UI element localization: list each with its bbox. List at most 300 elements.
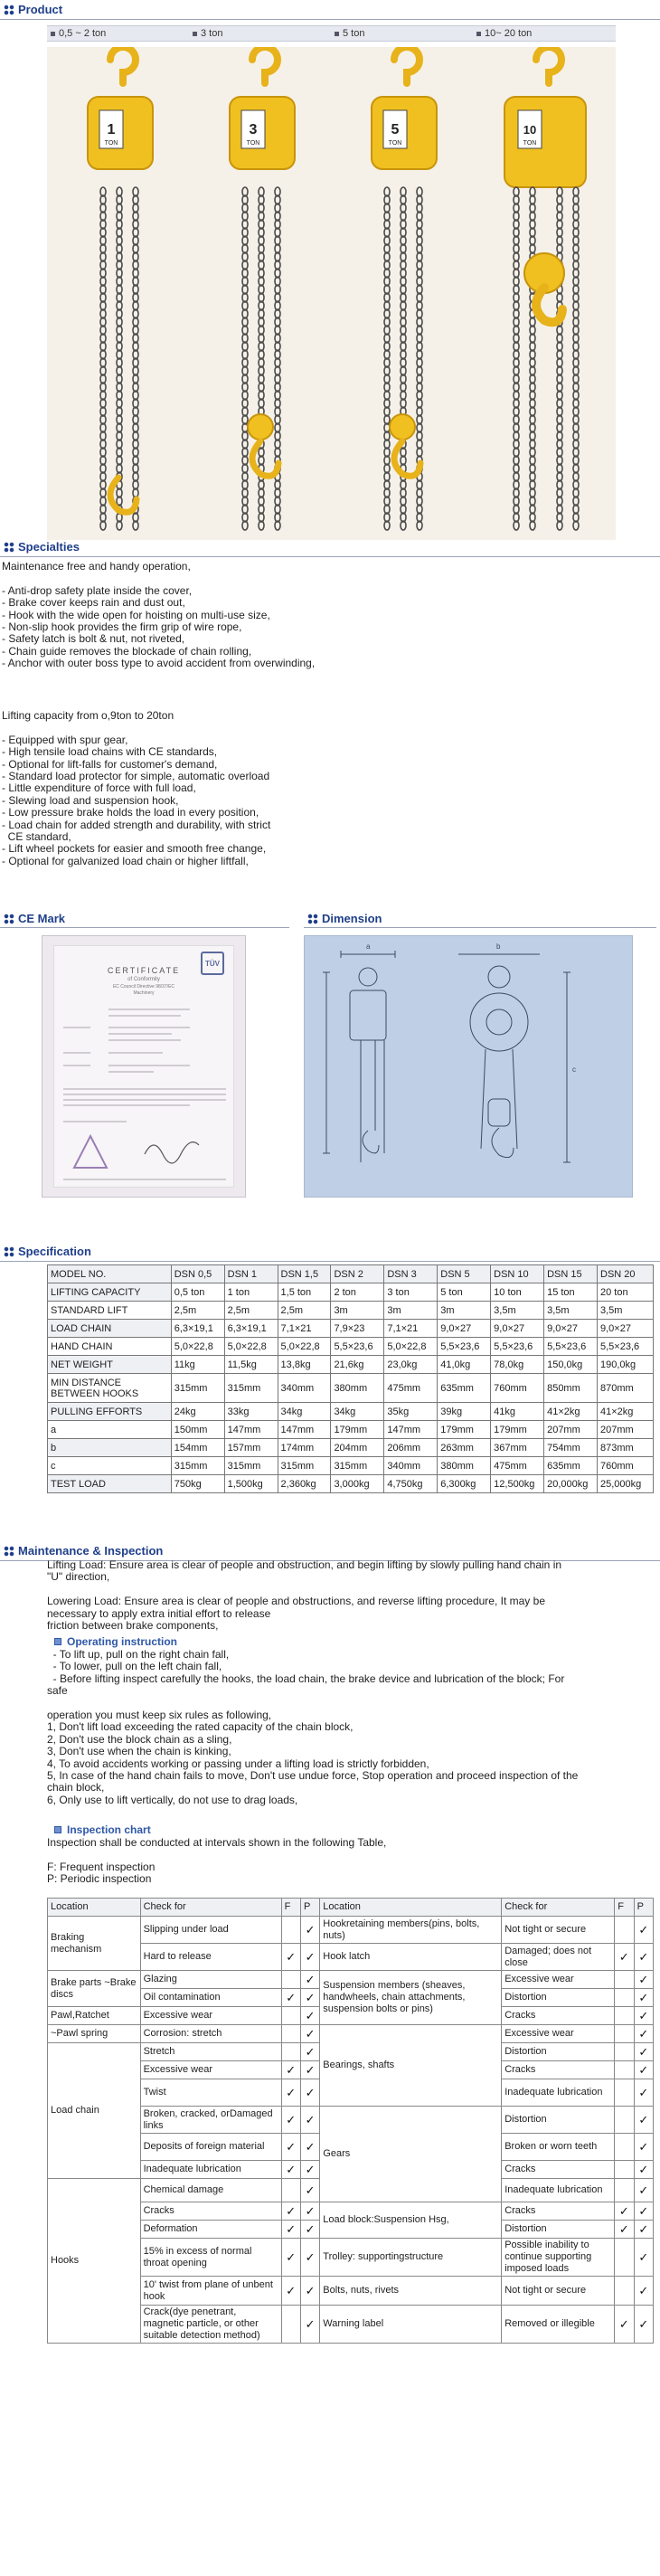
empty-check-cell [615, 2161, 634, 2179]
capacity-plate: 1 [107, 122, 116, 137]
certificate-heading: CERTIFICATE [107, 966, 181, 975]
section-bullet-icon [4, 1246, 14, 1257]
dimension-drawing [304, 935, 633, 1198]
capacity-unit: TON [388, 140, 402, 147]
check-mark-icon: ✓ [634, 2025, 653, 2043]
check-mark-icon: ✓ [300, 2161, 319, 2179]
ce-mark-title: CE Mark [18, 912, 66, 925]
check-for-cell: Cracks [502, 2061, 615, 2079]
check-mark-icon: ✓ [300, 2134, 319, 2161]
inspection-header-cell: Location [48, 1899, 141, 1917]
check-for-cell: Excessive wear [502, 1971, 615, 1989]
spec-row [48, 1403, 654, 1421]
check-for-cell: Damaged; does not close [502, 1944, 615, 1971]
check-mark-icon: ✓ [300, 1944, 319, 1971]
spec-cell: 5,0×22,8 [171, 1338, 224, 1356]
empty-check-cell [281, 2179, 300, 2202]
capacity-unit: TON [104, 140, 118, 147]
inspection-header-cell: Location [320, 1899, 502, 1917]
spec-cell: 157mm [224, 1439, 278, 1457]
check-mark-icon: ✓ [300, 2202, 319, 2221]
product-label: 0,5 ~ 2 ton [59, 28, 107, 39]
spec-cell: 3m [384, 1302, 438, 1320]
subsection-square-icon [54, 1638, 61, 1645]
empty-check-cell [615, 2134, 634, 2161]
check-mark-icon: ✓ [615, 2306, 634, 2344]
section-bullet-icon [4, 914, 14, 924]
check-mark-icon: ✓ [634, 1971, 653, 1989]
check-for-cell: Broken, cracked, orDamaged links [140, 2107, 281, 2134]
spec-cell: 206mm [384, 1439, 438, 1457]
text-line: 6, Only use to lift vertically, do not use to drag loads, [47, 1793, 298, 1806]
check-mark-icon: ✓ [300, 2107, 319, 2134]
chain-hoist-image [189, 47, 332, 540]
ce-certificate-image [42, 935, 246, 1198]
check-for-cell: Excessive wear [140, 2007, 281, 2025]
spec-cell: 3m [438, 1302, 491, 1320]
text-line: 1, Don't lift load exceeding the rated capacity of the chain block, [47, 1720, 354, 1734]
empty-check-cell [615, 2277, 634, 2306]
empty-check-cell [615, 2043, 634, 2061]
spec-row-label: c [48, 1457, 172, 1475]
spec-header-cell: DSN 3 [384, 1265, 438, 1283]
spec-cell: 20,000kg [544, 1475, 598, 1493]
empty-check-cell [615, 2079, 634, 2107]
check-for-cell: Excessive wear [502, 2025, 615, 2043]
check-mark-icon: ✓ [300, 2239, 319, 2277]
check-mark-icon: ✓ [281, 2221, 300, 2239]
spec-cell: 5,5×23,6 [598, 1338, 654, 1356]
spec-cell: 1 ton [224, 1283, 278, 1302]
check-mark-icon: ✓ [300, 2277, 319, 2306]
check-for-cell: Twist [140, 2079, 281, 2107]
check-for-cell: Glazing [140, 1971, 281, 1989]
check-mark-icon: ✓ [615, 1944, 634, 1971]
spec-cell: 207mm [544, 1421, 598, 1439]
spec-cell: 23,0kg [384, 1356, 438, 1374]
location-cell: Trolley: supportingstructure [320, 2239, 502, 2277]
spec-row [48, 1374, 654, 1403]
check-for-cell: Inadequate lubrication [502, 2179, 615, 2202]
product-card [47, 25, 190, 540]
check-for-cell: 15% in excess of normal throat opening [140, 2239, 281, 2277]
spec-cell: 179mm [491, 1421, 544, 1439]
spec-cell: 5,5×23,6 [491, 1338, 544, 1356]
check-mark-icon: ✓ [281, 1989, 300, 2007]
product-card [331, 25, 474, 540]
check-for-cell: Slipping under load [140, 1917, 281, 1944]
spec-cell: 7,9×23 [331, 1320, 384, 1338]
text-line: CE standard, [2, 830, 71, 844]
chain-hoist-image [47, 47, 190, 540]
spec-cell: 3,000kg [331, 1475, 384, 1493]
product-label: 5 ton [343, 28, 365, 39]
text-line: - Equipped with spur gear, [2, 733, 128, 746]
text-line: - Chain guide removes the blockade of chain rolling, [2, 644, 252, 658]
spec-cell: 34kg [278, 1403, 331, 1421]
check-for-cell: Cracks [502, 2007, 615, 2025]
product-tab [189, 25, 332, 42]
spec-cell: 2,360kg [278, 1475, 331, 1493]
chain-hoist-image [473, 47, 616, 540]
empty-check-cell [615, 2107, 634, 2134]
spec-row [48, 1421, 654, 1439]
location-cell: Brake parts ~Brake discs [48, 1971, 141, 2007]
check-mark-icon: ✓ [634, 1944, 653, 1971]
check-mark-icon: ✓ [281, 2277, 300, 2306]
section-bullet-icon [4, 542, 14, 553]
spec-cell: 174mm [278, 1439, 331, 1457]
spec-cell: 3,5m [544, 1302, 598, 1320]
spec-cell: 873mm [598, 1439, 654, 1457]
spec-cell: 20 ton [598, 1283, 654, 1302]
check-mark-icon: ✓ [634, 2107, 653, 2134]
check-mark-icon: ✓ [281, 2161, 300, 2179]
empty-check-cell [281, 2043, 300, 2061]
ce-mark-header [0, 910, 289, 928]
spec-cell: 9,0×27 [491, 1320, 544, 1338]
spec-cell: 380mm [438, 1457, 491, 1475]
check-mark-icon: ✓ [615, 2221, 634, 2239]
spec-header-cell: MODEL NO. [48, 1265, 172, 1283]
check-for-cell: Distortion [502, 2107, 615, 2134]
empty-check-cell [615, 1917, 634, 1944]
spec-cell: 7,1×21 [278, 1320, 331, 1338]
certificate-sub2: EC Council Directive 98/37/EC [112, 984, 175, 990]
spec-cell: 6,3×19,1 [224, 1320, 278, 1338]
spec-cell: 3,5m [598, 1302, 654, 1320]
check-for-cell: Not tight or secure [502, 2277, 615, 2306]
specification-title: Specification [18, 1245, 91, 1258]
check-for-cell: Deformation [140, 2221, 281, 2239]
check-mark-icon: ✓ [300, 2007, 319, 2025]
chain-hoist-image [331, 47, 474, 540]
text-line: safe [47, 1684, 68, 1698]
spec-cell: 635mm [438, 1374, 491, 1403]
inspection-header-cell: Check for [502, 1899, 615, 1917]
check-mark-icon: ✓ [300, 1989, 319, 2007]
location-cell: Load block:Suspension Hsg, [320, 2202, 502, 2239]
location-cell: Suspension members (sheaves, handwheels, chain attachments, suspension bolts or pins) [320, 1971, 502, 2025]
spec-row [48, 1439, 654, 1457]
spec-label-line: MIN DISTANCE [51, 1377, 122, 1388]
text-line: necessary to apply extra initial effort to release [47, 1606, 271, 1620]
check-mark-icon: ✓ [634, 2043, 653, 2061]
location-cell: ~Pawl spring [48, 2025, 141, 2043]
location-cell: Load chain [48, 2043, 141, 2179]
spec-cell: 2,5m [224, 1302, 278, 1320]
spec-cell: 2,5m [171, 1302, 224, 1320]
spec-cell: 147mm [224, 1421, 278, 1439]
spec-header-cell: DSN 15 [544, 1265, 598, 1283]
tab-square-icon [476, 32, 481, 36]
text-line: - Anchor with outer boss type to avoid accident from overwinding, [2, 657, 316, 670]
text-line [2, 722, 653, 734]
spec-cell: 0,5 ton [171, 1283, 224, 1302]
spec-cell: 41×2kg [598, 1403, 654, 1421]
svg-text:a: a [366, 942, 371, 951]
text-line: chain block, [47, 1781, 105, 1795]
spec-row-label: TEST LOAD [48, 1475, 172, 1493]
maintenance-text-2 [47, 1649, 653, 1806]
text-line [47, 1584, 653, 1596]
spec-cell: 475mm [384, 1374, 438, 1403]
specialties-text-1 [2, 561, 653, 670]
spec-header-cell: DSN 1 [224, 1265, 278, 1283]
specification-table [47, 1264, 654, 1493]
check-mark-icon: ✓ [634, 2239, 653, 2277]
inspection-table [47, 1898, 654, 2344]
spec-cell: 41,0kg [438, 1356, 491, 1374]
certificate-body-lines [54, 1000, 235, 1190]
inspection-row [48, 2025, 654, 2043]
product-label: 10~ 20 ton [485, 28, 533, 39]
check-mark-icon: ✓ [634, 2061, 653, 2079]
spec-cell: 367mm [491, 1439, 544, 1457]
specialties-title: Specialties [18, 540, 80, 554]
text-line: Lowering Load: Ensure area is clear of people and obstructions, and reverse lifting procedure, It may be [47, 1595, 545, 1608]
spec-cell: 147mm [278, 1421, 331, 1439]
location-cell: Hooks [48, 2179, 141, 2344]
text-line: 3, Don't use when the chain is kinking, [47, 1745, 231, 1758]
spec-cell: 1,5 ton [278, 1283, 331, 1302]
check-mark-icon: ✓ [300, 2043, 319, 2061]
spec-cell: 11kg [171, 1356, 224, 1374]
check-mark-icon: ✓ [634, 2277, 653, 2306]
spec-row-label: HAND CHAIN [48, 1338, 172, 1356]
spec-label-line: BETWEEN HOOKS [51, 1387, 139, 1399]
spec-cell: 263mm [438, 1439, 491, 1457]
check-mark-icon: ✓ [300, 2061, 319, 2079]
section-bullet-icon [4, 5, 14, 15]
check-for-cell: Deposits of foreign material [140, 2134, 281, 2161]
check-mark-icon: ✓ [281, 2134, 300, 2161]
spec-cell: 760mm [491, 1374, 544, 1403]
spec-row-label [48, 1374, 172, 1403]
spec-row [48, 1356, 654, 1374]
check-mark-icon: ✓ [281, 2202, 300, 2221]
check-mark-icon: ✓ [634, 1917, 653, 1944]
product-tab [473, 25, 616, 42]
inspection-header-row [48, 1899, 654, 1917]
spec-cell: 3 ton [384, 1283, 438, 1302]
spec-row-label: STANDARD LIFT [48, 1302, 172, 1320]
dimension-header [304, 910, 656, 928]
spec-cell: 179mm [438, 1421, 491, 1439]
spec-row [48, 1320, 654, 1338]
section-bullet-icon [4, 1546, 14, 1557]
spec-cell: 10 ton [491, 1283, 544, 1302]
check-mark-icon: ✓ [300, 2221, 319, 2239]
text-line: - To lift up, pull on the right chain fall, [47, 1648, 230, 1661]
check-for-cell: 10' twist from plane of unbent hook [140, 2277, 281, 2306]
text-line: - Safety latch is bolt & nut, not riveted, [2, 632, 185, 646]
location-cell: Pawl,Ratchet [48, 2007, 141, 2025]
spec-cell: 754mm [544, 1439, 598, 1457]
text-line [47, 1849, 653, 1861]
capacity-plate: 5 [391, 122, 400, 137]
spec-row-label: a [48, 1421, 172, 1439]
check-mark-icon: ✓ [300, 2025, 319, 2043]
empty-check-cell [615, 2061, 634, 2079]
certificate-sub3: Machinery [133, 990, 155, 996]
empty-check-cell [281, 2306, 300, 2344]
text-line: - Anti-drop safety plate inside the cover, [2, 583, 193, 597]
check-for-cell: Cracks [140, 2202, 281, 2221]
specialties-section-header [0, 537, 660, 557]
text-line: 5, In case of the hand chain fails to move, Don't use undue force, Stop operation and proceed inspection of the [47, 1769, 579, 1783]
check-mark-icon: ✓ [300, 2306, 319, 2344]
capacity-plate: 10 [523, 123, 537, 137]
spec-cell: 154mm [171, 1439, 224, 1457]
spec-cell: 3m [331, 1302, 384, 1320]
text-line: - Slewing load and suspension hook, [2, 793, 179, 807]
spec-header-cell: DSN 20 [598, 1265, 654, 1283]
text-line: Inspection shall be conducted at intervals shown in the following Table, [47, 1836, 387, 1849]
text-line: - High tensile load chains with CE standards, [2, 745, 218, 759]
empty-check-cell [615, 1989, 634, 2007]
empty-check-cell [615, 2025, 634, 2043]
inspection-header-cell: P [300, 1899, 319, 1917]
spec-cell: 6,3×19,1 [171, 1320, 224, 1338]
spec-row [48, 1457, 654, 1475]
check-mark-icon: ✓ [281, 2061, 300, 2079]
text-line: - Hook with the wide open for hoisting on multi-use size, [2, 608, 270, 621]
text-line: Maintenance free and handy operation, [2, 560, 191, 573]
check-for-cell: Cracks [502, 2202, 615, 2221]
text-line: - Non-slip hook provides the firm grip of wire rope, [2, 620, 242, 634]
dimension-diagram [305, 936, 634, 1198]
operating-instruction-title: Operating instruction [67, 1635, 178, 1648]
capacity-plate: 3 [249, 122, 258, 137]
check-for-cell: Distortion [502, 2043, 615, 2061]
spec-cell: 760mm [598, 1457, 654, 1475]
spec-cell: 5,5×23,6 [438, 1338, 491, 1356]
spec-cell: 850mm [544, 1374, 598, 1403]
check-mark-icon: ✓ [634, 2079, 653, 2107]
check-mark-icon: ✓ [300, 2079, 319, 2107]
product-section-header [0, 0, 660, 20]
spec-cell: 3,5m [491, 1302, 544, 1320]
spec-cell: 21,6kg [331, 1356, 384, 1374]
check-mark-icon: ✓ [300, 1917, 319, 1944]
empty-check-cell [281, 1917, 300, 1944]
text-line: operation you must keep six rules as following, [47, 1709, 272, 1722]
text-line: - To lower, pull on the left chain fall, [47, 1660, 222, 1673]
spec-cell: 750kg [171, 1475, 224, 1493]
specification-section-header [0, 1242, 660, 1262]
text-line: 4, To avoid accidents working or passing under a lifting load is strictly forbidden, [47, 1757, 429, 1770]
spec-cell: 315mm [171, 1374, 224, 1403]
spec-cell: 204mm [331, 1439, 384, 1457]
spec-cell: 35kg [384, 1403, 438, 1421]
spec-cell: 5 ton [438, 1283, 491, 1302]
check-for-cell: Inadequate lubrication [140, 2161, 281, 2179]
spec-cell: 315mm [331, 1457, 384, 1475]
check-for-cell: Distortion [502, 2221, 615, 2239]
check-mark-icon: ✓ [634, 1989, 653, 2007]
spec-cell: 15 ton [544, 1283, 598, 1302]
check-mark-icon: ✓ [300, 1971, 319, 1989]
maintenance-title: Maintenance & Inspection [18, 1544, 164, 1558]
spec-cell: 39kg [438, 1403, 491, 1421]
spec-cell: 150,0kg [544, 1356, 598, 1374]
text-line: Lifting capacity from o,9ton to 20ton [2, 709, 174, 722]
text-line: - Brake cover keeps rain and dust out, [2, 596, 185, 610]
check-for-cell: Crack(dye penetrant, magnetic particle, or other suitable detection method) [140, 2306, 281, 2344]
text-line: 2, Don't use the block chain as a sling, [47, 1732, 232, 1746]
spec-cell: 315mm [224, 1457, 278, 1475]
check-mark-icon: ✓ [634, 2202, 653, 2221]
check-mark-icon: ✓ [300, 2179, 319, 2202]
maintenance-text-3 [47, 1837, 653, 1886]
spec-cell: 5,0×22,8 [384, 1338, 438, 1356]
location-cell: Bolts, nuts, rivets [320, 2277, 502, 2306]
spec-cell: 5,0×22,8 [224, 1338, 278, 1356]
spec-cell: 179mm [331, 1421, 384, 1439]
spec-cell: 380mm [331, 1374, 384, 1403]
capacity-unit: TON [246, 140, 260, 147]
spec-row-label: NET WEIGHT [48, 1356, 172, 1374]
check-mark-icon: ✓ [634, 2179, 653, 2202]
tuv-badge-icon: TÜV [201, 952, 224, 975]
inspection-header-cell: P [634, 1899, 653, 1917]
spec-header-cell: DSN 10 [491, 1265, 544, 1283]
check-mark-icon: ✓ [615, 2202, 634, 2221]
tab-square-icon [193, 32, 197, 36]
inspection-header-cell: F [281, 1899, 300, 1917]
empty-check-cell [615, 2239, 634, 2277]
text-line: P: Periodic inspection [47, 1872, 152, 1886]
text-line: friction between brake components, [47, 1619, 219, 1633]
spec-cell: 4,750kg [384, 1475, 438, 1493]
text-line: - Optional for lift-falls for customer's demand, [2, 757, 218, 771]
product-card [189, 25, 332, 540]
spec-header-row [48, 1265, 654, 1283]
spec-cell: 1,500kg [224, 1475, 278, 1493]
specialties-text-2 [2, 710, 653, 867]
spec-cell: 5,0×22,8 [278, 1338, 331, 1356]
svg-text:b: b [496, 942, 501, 951]
empty-check-cell [281, 1971, 300, 1989]
spec-cell: 41×2kg [544, 1403, 598, 1421]
product-tab [47, 25, 190, 42]
check-for-cell: Inadequate lubrication [502, 2079, 615, 2107]
tab-square-icon [51, 32, 55, 36]
spec-row-label: LIFTING CAPACITY [48, 1283, 172, 1302]
inspection-row [48, 1971, 654, 1989]
text-line: - Lift wheel pockets for easier and smooth free change, [2, 842, 267, 856]
spec-cell: 34kg [331, 1403, 384, 1421]
spec-cell: 150mm [171, 1421, 224, 1439]
check-for-cell: Excessive wear [140, 2061, 281, 2079]
certificate-sub1: of Conformity [127, 977, 160, 982]
spec-row [48, 1338, 654, 1356]
check-mark-icon: ✓ [634, 2007, 653, 2025]
spec-cell: 78,0kg [491, 1356, 544, 1374]
text-line [2, 573, 653, 584]
inspection-header-cell: Check for [140, 1899, 281, 1917]
spec-cell: 315mm [171, 1457, 224, 1475]
product-title: Product [18, 3, 63, 16]
spec-cell: 340mm [278, 1374, 331, 1403]
empty-check-cell [281, 2007, 300, 2025]
spec-cell: 2 ton [331, 1283, 384, 1302]
check-for-cell: Chemical damage [140, 2179, 281, 2202]
spec-header-cell: DSN 5 [438, 1265, 491, 1283]
inspection-row [48, 1917, 654, 1944]
location-cell: Hook latch [320, 1944, 502, 1971]
